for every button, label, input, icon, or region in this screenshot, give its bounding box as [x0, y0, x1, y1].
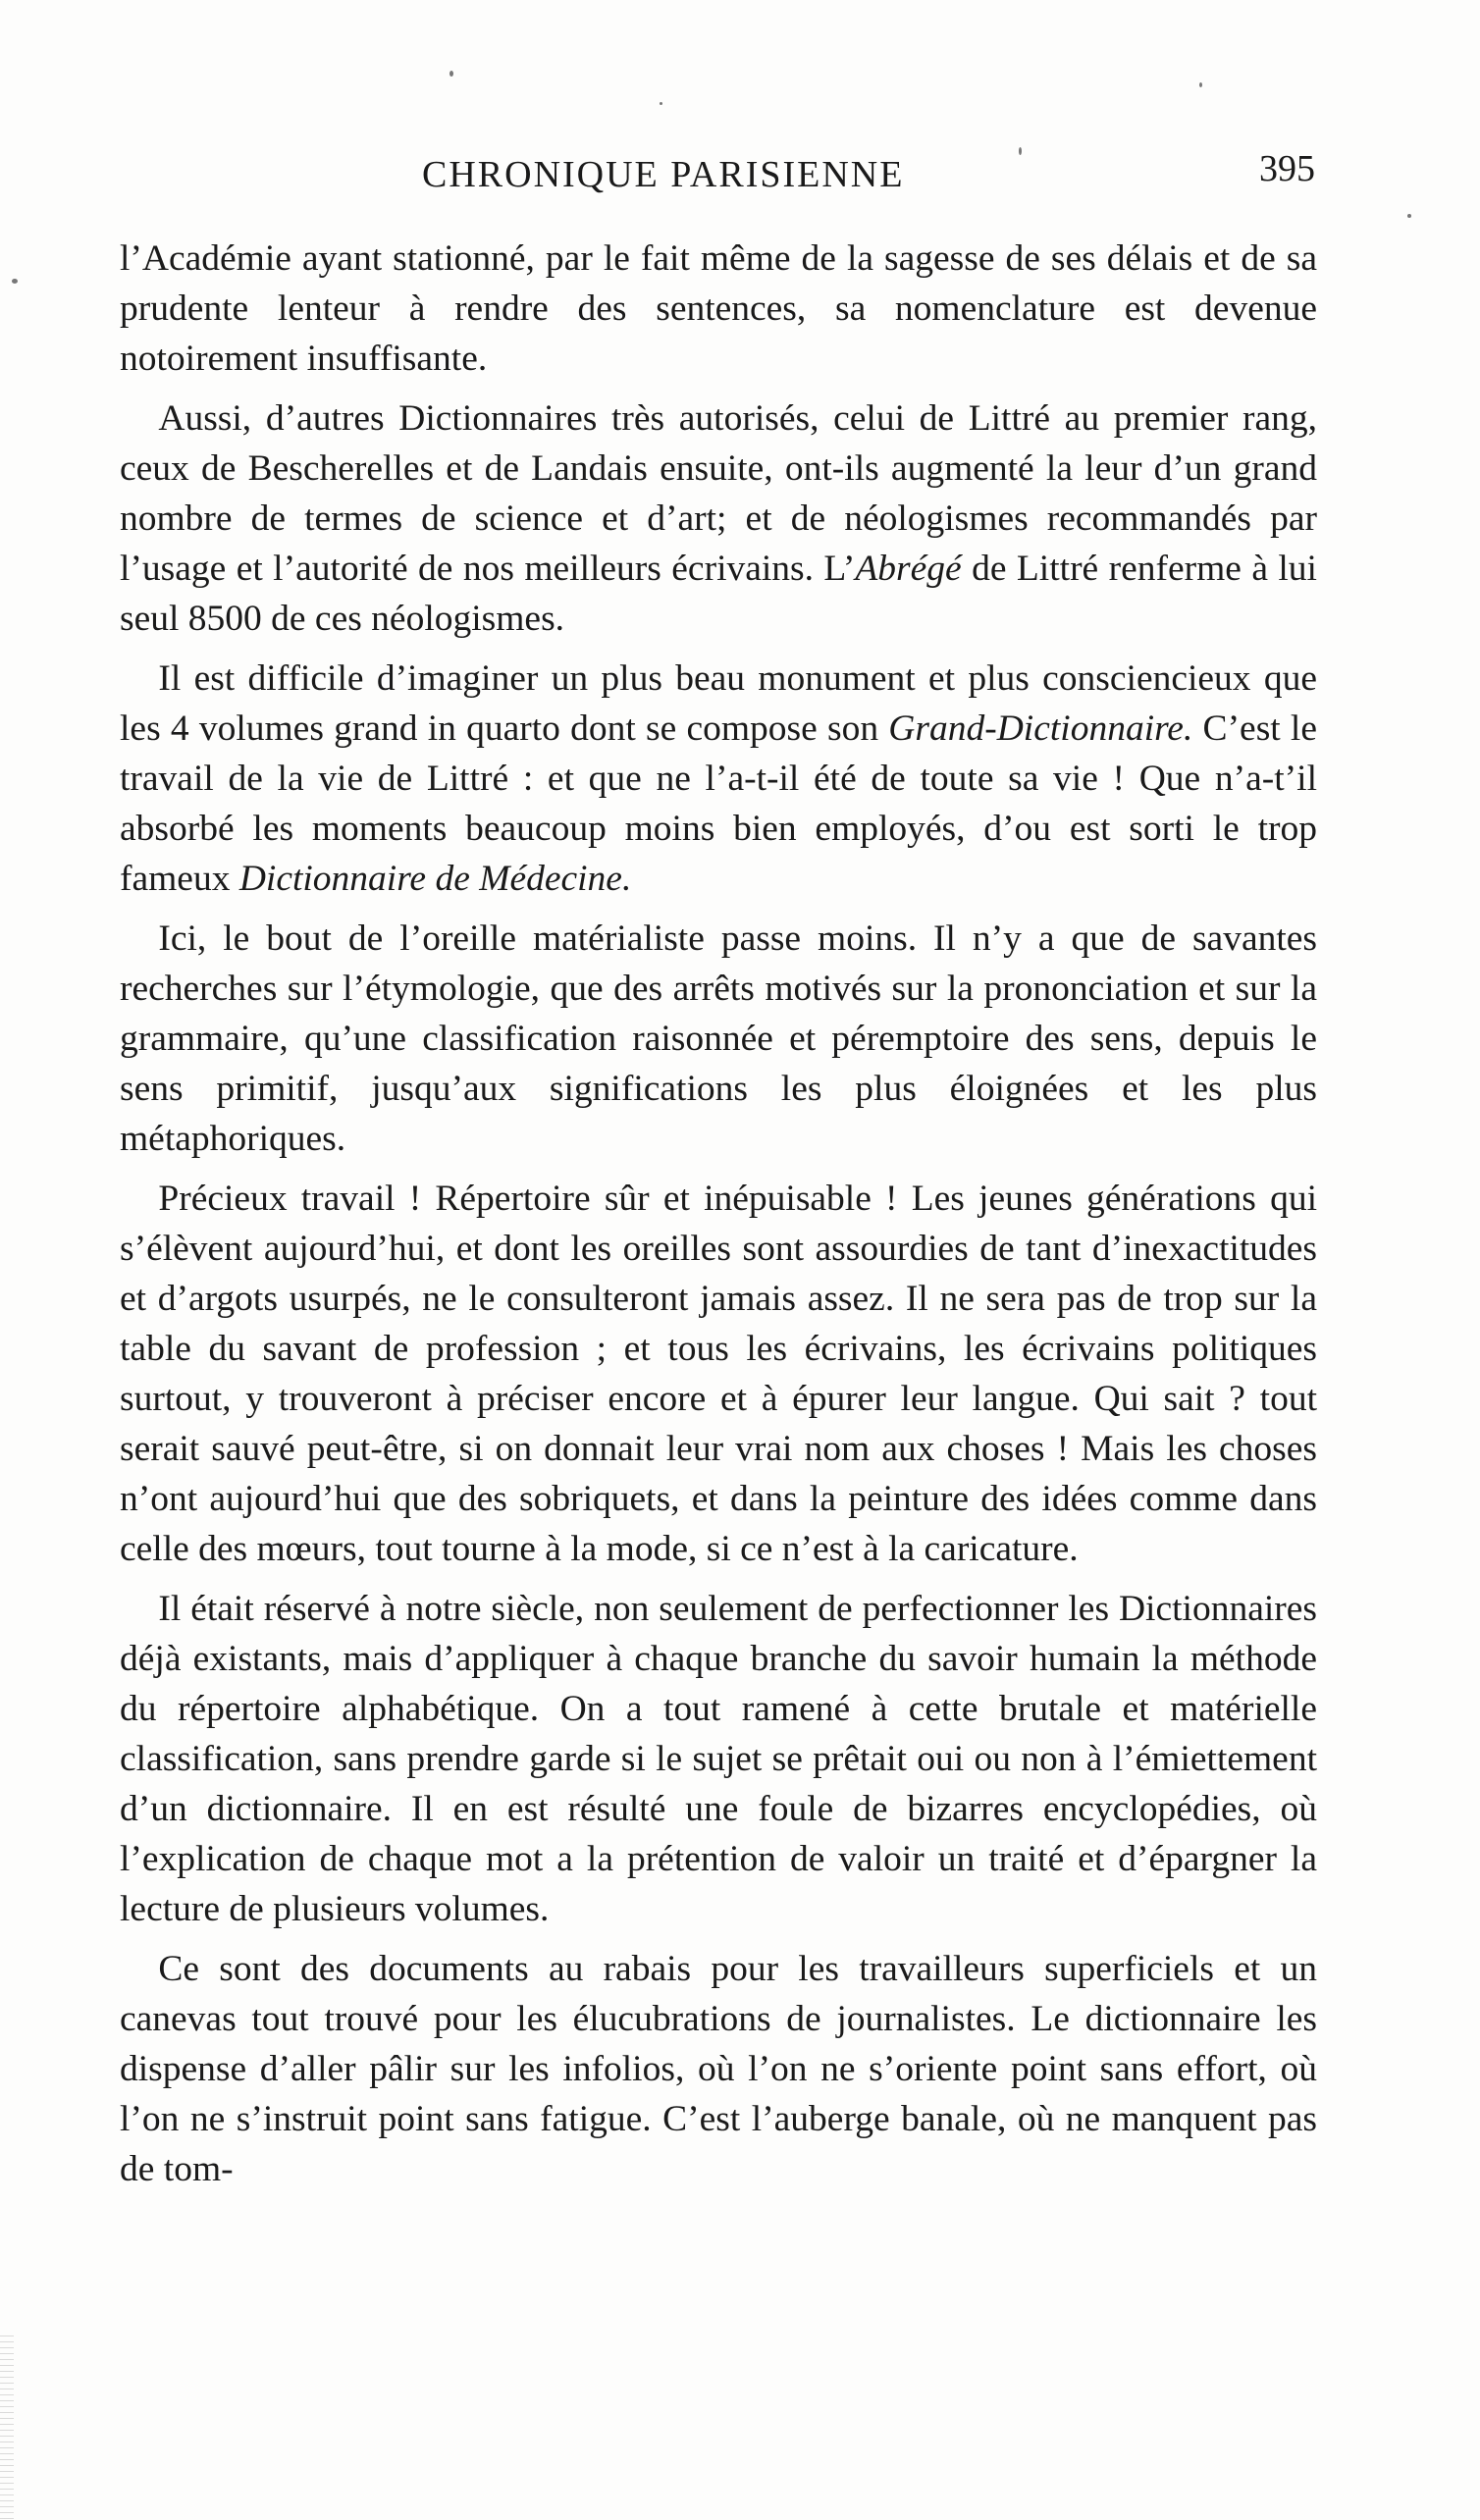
- text-run: Il était réservé à notre siècle, non seulement de perfectionner les Dictionnaires déjà existants, mais d’appliquer à chaque branche du savoir humain la méthode du répertoire alphabétique. On a tout ramené à cette brutale et matérielle classification, sans prendre garde si le sujet se prêtait oui ou non à l’émiettement d’un dictionnaire. Il en est résulté une foule de bizarres encyclopédies, où l’explication de chaque mot a la prétention de valoir un traité et d’épargner la lecture de plusieurs volumes.: [120, 1589, 1317, 1929]
- paragraph: [120, 654, 1317, 904]
- text-run: Aussi, d’autres Dictionnaires très autorisés, celui de Littré au premier rang, ceux de Bescherelles et de Landais ensuite, ont-ils augmenté la leur d’un grand nombre de termes de science et d’art; et de néologismes recommandés par l’usage et l’autorité de nos meilleurs écrivains. L’: [120, 398, 1317, 589]
- paragraph: [120, 234, 1317, 384]
- paragraph: [120, 394, 1317, 644]
- paragraph: [120, 914, 1317, 1164]
- paragraph: [120, 1174, 1317, 1574]
- text-run: de Littré renferme à lui seul 8500 de ces néologismes.: [120, 549, 1317, 639]
- text-run: Ici, le bout de l’oreille matérialiste passe moins. Il n’y a que de savantes recherches sur l’étymologie, que des arrêts motivés sur la prononciation et sur la grammaire, qu’une classification raisonnée et péremptoire des sens, depuis le sens primitif, jusqu’aux significations les plus éloignées et les plus métaphoriques.: [120, 919, 1317, 1159]
- paragraph: [120, 1944, 1317, 2194]
- italic-text-run: Dictionnaire de Médecine.: [238, 859, 632, 899]
- text-run: Ce sont des documents au rabais pour les travailleurs superficiels et un canevas tout trouvé pour les élucubrations de journalistes. Le dictionnaire les dispense d’aller pâlir sur les infolios, où l’on ne s’oriente point sans effort, où l’on ne s’instruit point sans fatigue. C’est l’auberge banale, où ne manquent pas de tom-: [120, 1949, 1317, 2189]
- print-speck: [1199, 82, 1202, 87]
- print-speck: [660, 102, 662, 105]
- running-title: CHRONIQUE PARISIENNE: [422, 154, 905, 195]
- italic-text-run: Abrégé: [855, 549, 962, 589]
- paragraph: [120, 1584, 1317, 1934]
- text-run: C’est le travail de la vie de Littré : et que ne l’a-t-il été de toute sa vie ! Que n’a-t’il absorbé les moments beaucoup moins bien employés, d’ou est sorti le trop fameux: [120, 709, 1317, 899]
- italic-text-run: Grand-Dictionnaire.: [888, 709, 1193, 749]
- text-run: Précieux travail ! Répertoire sûr et inépuisable ! Les jeunes générations qui s’élèvent aujourd’hui, et dont les oreilles sont assourdies de tant d’inexactitudes et d’argots usurpés, ne le consulteront jamais assez. Il ne sera pas de trop sur la table du savant de profession ; et tous les écrivains, les écrivains politiques surtout, y trouveront à préciser encore et à épurer leur langue. Qui sait ? tout serait sauvé peut-être, si on donnait leur vrai nom aux choses ! Mais les choses n’ont aujourd’hui que des sobriquets, et dans la peinture des idées comme dans celle des mœurs, tout tourne à la mode, si ce n’est à la caricature.: [120, 1179, 1317, 1569]
- text-run: l’Académie ayant stationné, par le fait même de la sagesse de ses délais et de sa prudente lenteur à rendre des sentences, sa nomenclature est devenue notoirement insuffisante.: [120, 238, 1317, 379]
- print-speck: [449, 71, 453, 77]
- scan-edge-noise: [0, 2336, 14, 2520]
- text-body: [120, 234, 1317, 2204]
- print-speck: [12, 279, 18, 284]
- running-header: [118, 147, 1325, 206]
- text-run: Il est difficile d’imaginer un plus beau monument et plus consciencieux que les 4 volumes grand in quarto dont se compose son: [120, 658, 1317, 749]
- page-number: 395: [1259, 148, 1315, 189]
- print-speck: [1407, 214, 1411, 218]
